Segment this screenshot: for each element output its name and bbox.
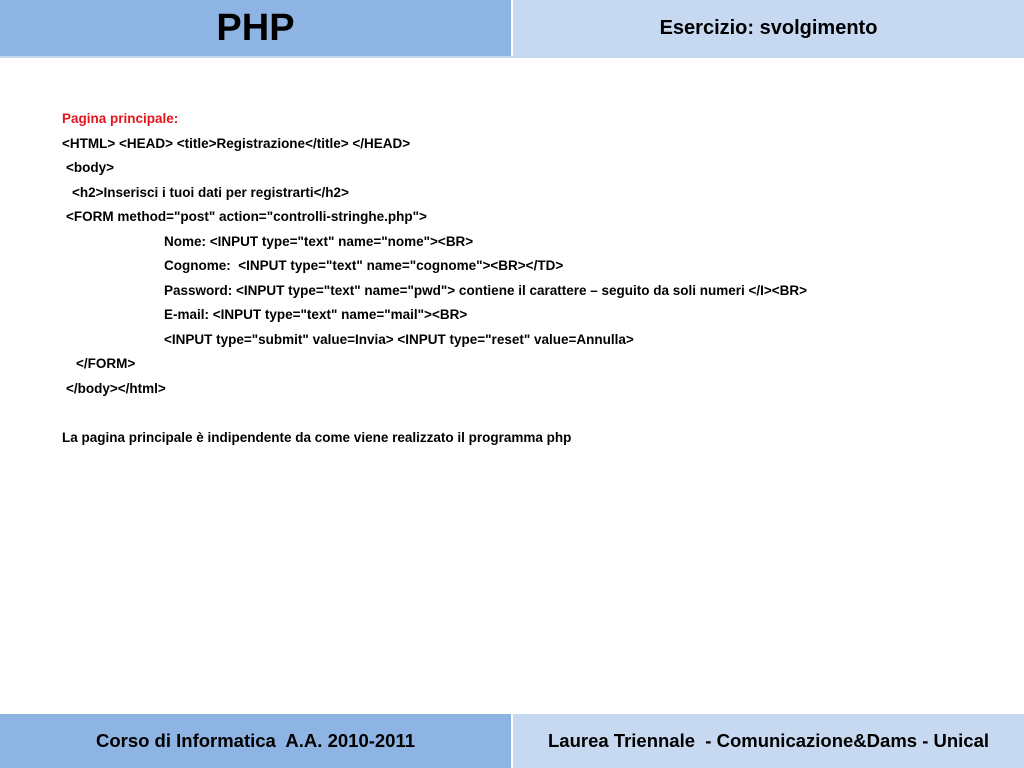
code-line: Nome: <INPUT type="text" name="nome"><BR> (164, 233, 474, 249)
code-line: <FORM method="post" action="controlli-stringhe.php"> (66, 209, 427, 224)
slide-content (62, 107, 1002, 450)
code-line: <h2>Inserisci i tuoi dati per registrarti</h2> (72, 184, 349, 200)
code-line: E-mail: <INPUT type="text" name="mail"><BR> (164, 307, 468, 322)
code-line: Cognome: <INPUT type="text" name="cognome"><BR></TD> (164, 258, 564, 273)
section-heading: Pagina principale: (62, 111, 179, 126)
code-line: Password: <INPUT type="text" name="pwd"> contiene il carattere – seguito da soli numeri </I><BR> (164, 282, 808, 298)
footer-course-panel (0, 714, 511, 768)
slide-subtitle: Esercizio: svolgimento (659, 16, 878, 39)
header-subtitle-panel (513, 0, 1024, 56)
code-line: <HTML> <HEAD> <title>Registrazione</title> </HEAD> (62, 135, 411, 151)
note-text: La pagina principale è indipendente da come viene realizzato il programma php (62, 429, 572, 445)
header-title-panel (0, 0, 511, 56)
code-line: <INPUT type="submit" value=Invia> <INPUT type="reset" value=Annulla> (164, 331, 634, 347)
slide-title: PHP (216, 6, 295, 49)
footer-course: Corso di Informatica A.A. 2010-2011 (95, 730, 416, 751)
code-line: </FORM> (76, 356, 136, 371)
footer-degree-panel (513, 714, 1024, 768)
spacer (62, 401, 1002, 426)
code-line: <body> (66, 160, 115, 175)
code-line: </body></html> (66, 380, 166, 396)
header-divider (0, 56, 1024, 58)
footer-degree: Laurea Triennale - Comunicazione&Dams - Unical (547, 730, 990, 751)
